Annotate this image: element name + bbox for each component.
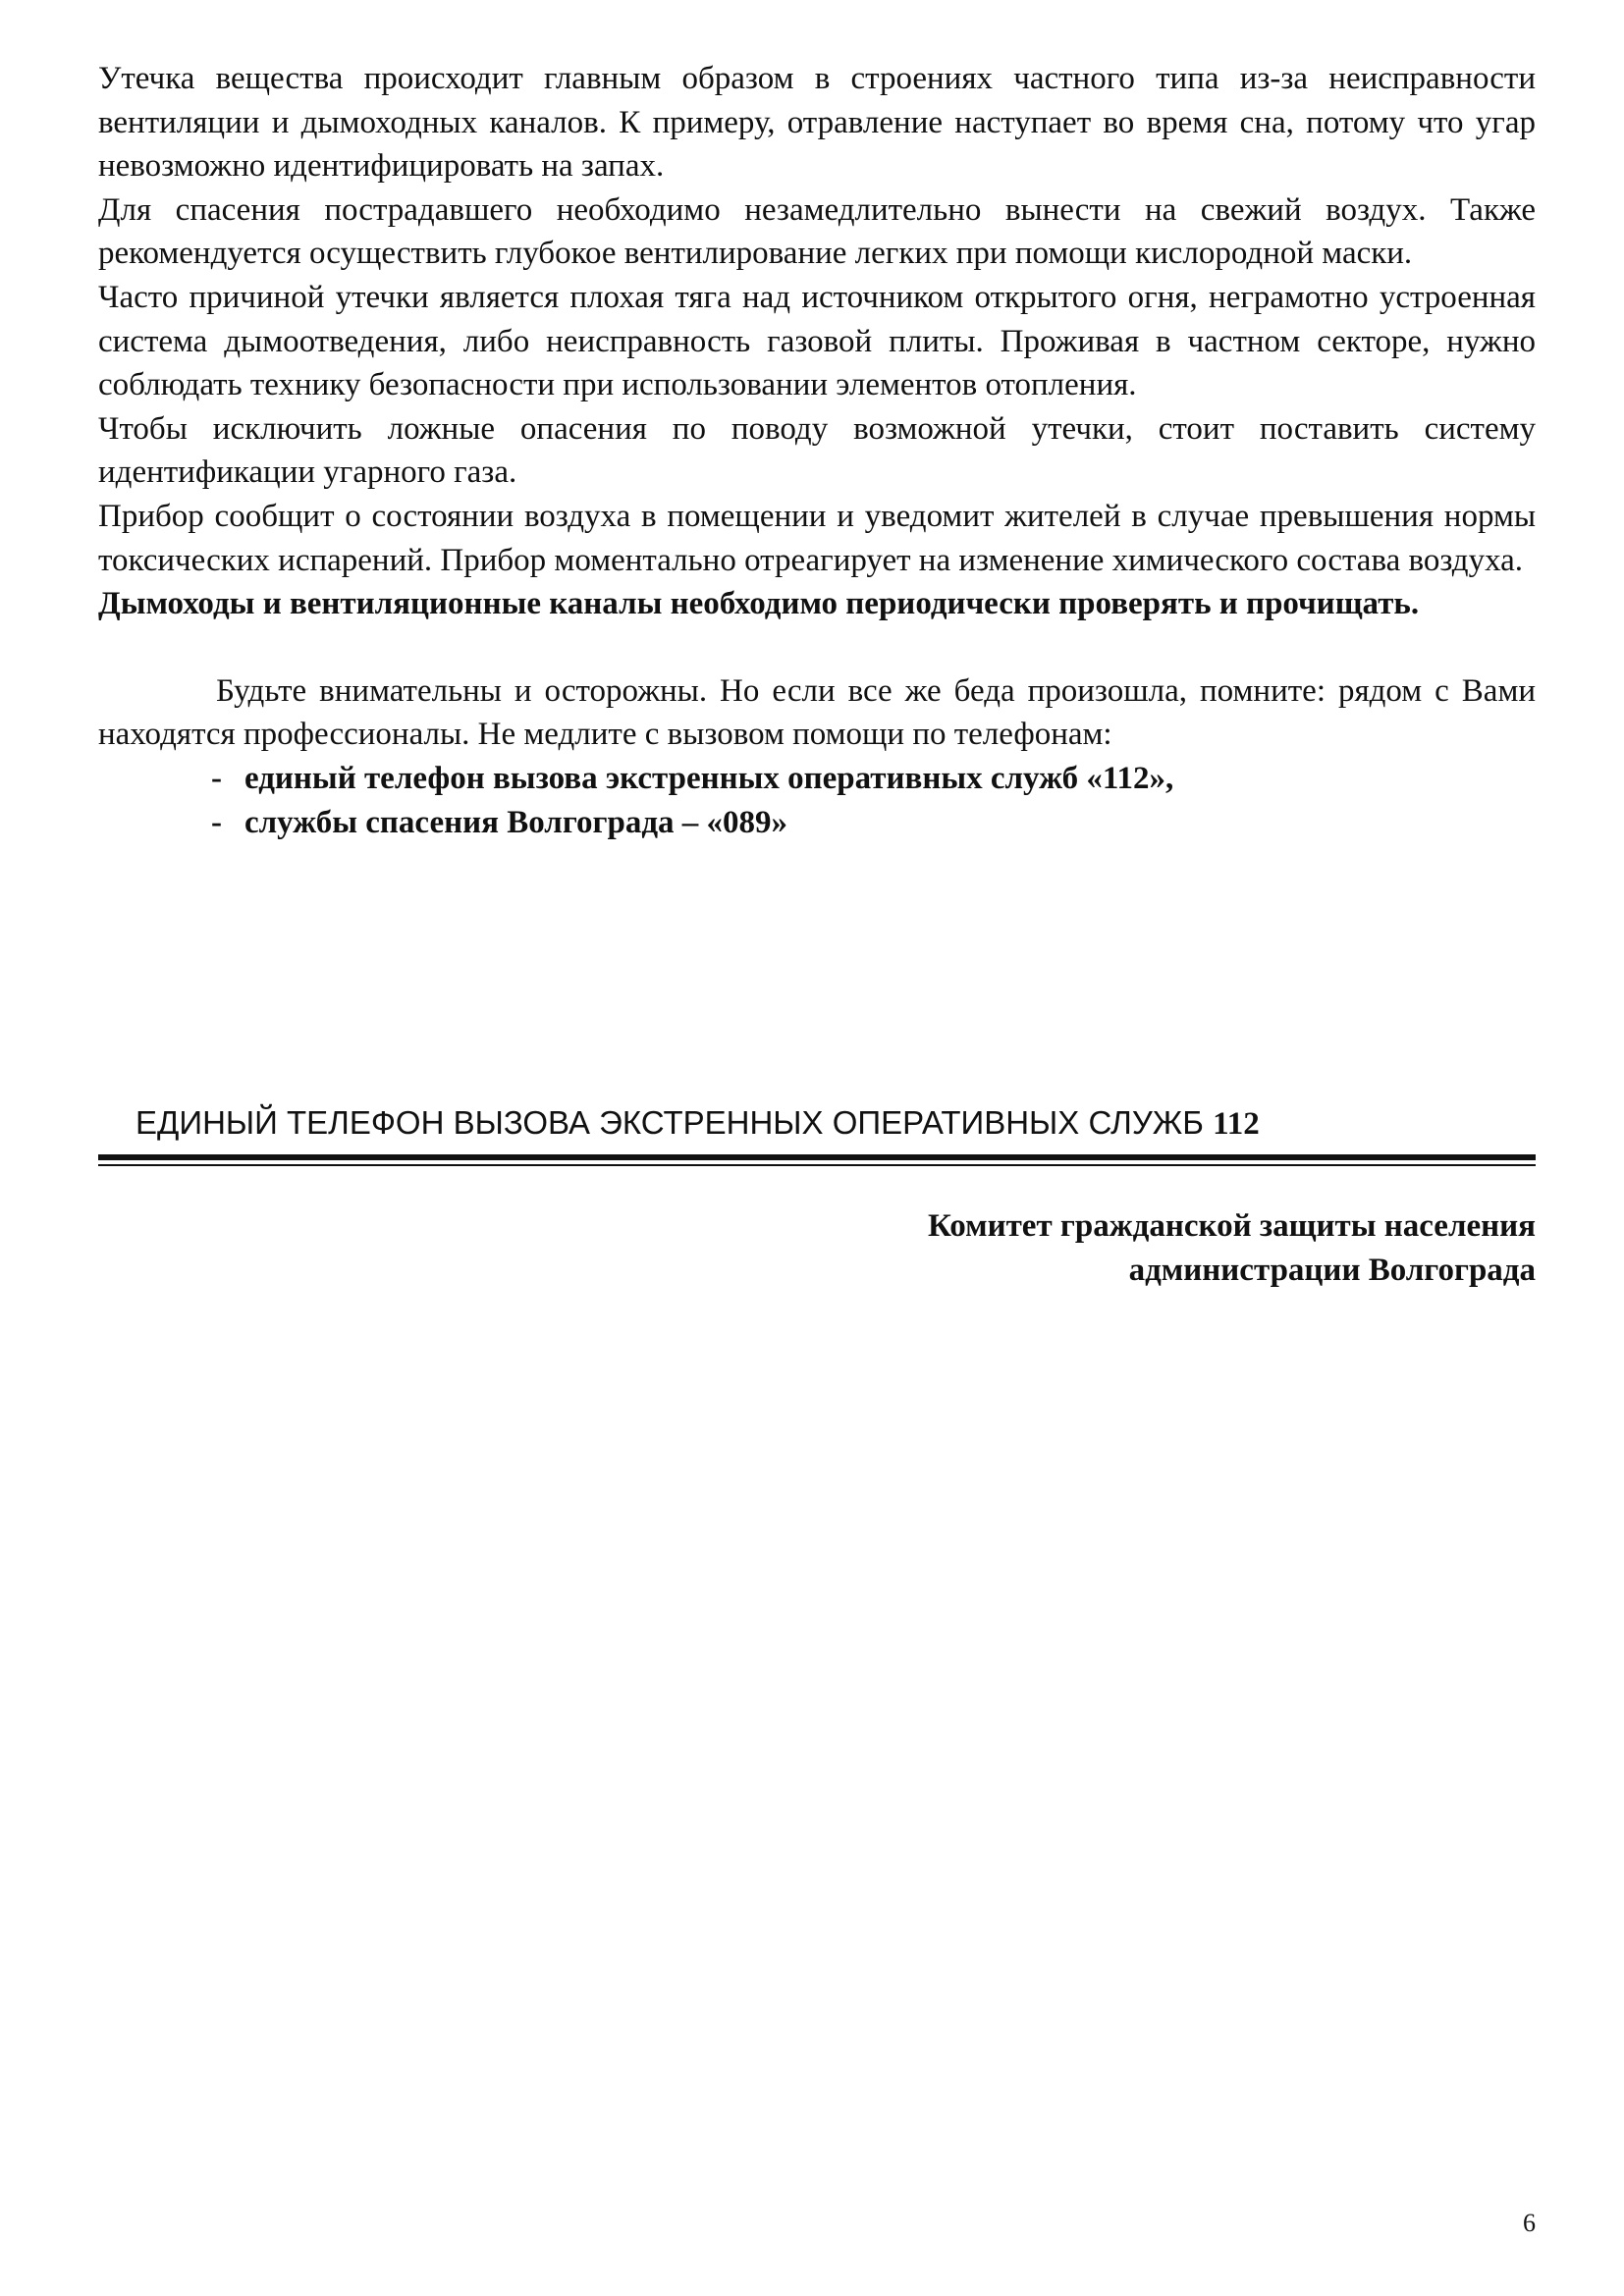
bullet-112 xyxy=(98,757,1536,801)
paragraph-leak-causes: Утечка вещества происходит главным образом в строениях частного типа из-за неисправности вентиляции и дымоходных каналов. К примеру, отравление наступает во время сна, потому что угар невозможно идентифицировать на запах. xyxy=(98,61,1536,185)
paragraph-draft-causes: Часто причиной утечки является плохая тяга над источником открытого огня, неграмотно устроенная система дымоотведения, либо неисправность газовой плиты. Проживая в частном секторе, нужно соблюдать технику безопасности при использовании элементов отопления. xyxy=(98,279,1536,403)
page-number: 6 xyxy=(1523,2209,1536,2237)
bullet-text: единый телефон вызова экстренных оперативных служб «112», xyxy=(244,760,1174,796)
signature-line-committee: Комитет гражданской защиты населения xyxy=(927,1208,1536,1244)
paragraph-device: Прибор сообщит о состоянии воздуха в помещении и уведомит жителей в случае превышения нормы токсических испарений. Прибор моментально отреагирует на изменение химического состава воздуха. xyxy=(98,498,1536,578)
paragraph-chimney-warning: Дымоходы и вентиляционные каналы необходимо периодически проверять и прочищать. xyxy=(98,586,1420,622)
bullet-089 xyxy=(98,801,1536,845)
hotline-title-text: ЕДИНЫЙ ТЕЛЕФОН ВЫЗОВА ЭКСТРЕННЫХ ОПЕРАТИВНЫХ СЛУЖБ xyxy=(135,1104,1204,1141)
signature-line-administration: администрации Волгограда xyxy=(1128,1252,1536,1288)
bullet-dash: - xyxy=(211,760,222,796)
paragraph-closing: Будьте внимательны и осторожны. Но если все же беда произошла, помните: рядом с Вами находятся профессионалы. Не медлите с вызовом помощи по телефонам: xyxy=(98,672,1536,753)
bullet-dash: - xyxy=(211,804,222,840)
paragraph-rescue: Для спасения пострадавшего необходимо незамедлительно вынести на свежий воздух. Также рекомендуется осуществить глубокое вентилирование легких при помощи кислородной маски. xyxy=(98,191,1536,272)
bullet-text: службы спасения Волгограда – «089» xyxy=(244,804,788,840)
divider-thick xyxy=(98,1154,1536,1160)
body-text xyxy=(98,57,1536,844)
hotline-number: 112 xyxy=(1213,1106,1260,1142)
divider-thin xyxy=(98,1164,1536,1166)
paragraph-detector: Чтобы исключить ложные опасения по поводу возможной утечки, стоит поставить систему идентификации угарного газа. xyxy=(98,410,1536,491)
signature-block xyxy=(928,1204,1536,1292)
hotline-heading xyxy=(135,1103,1260,1144)
